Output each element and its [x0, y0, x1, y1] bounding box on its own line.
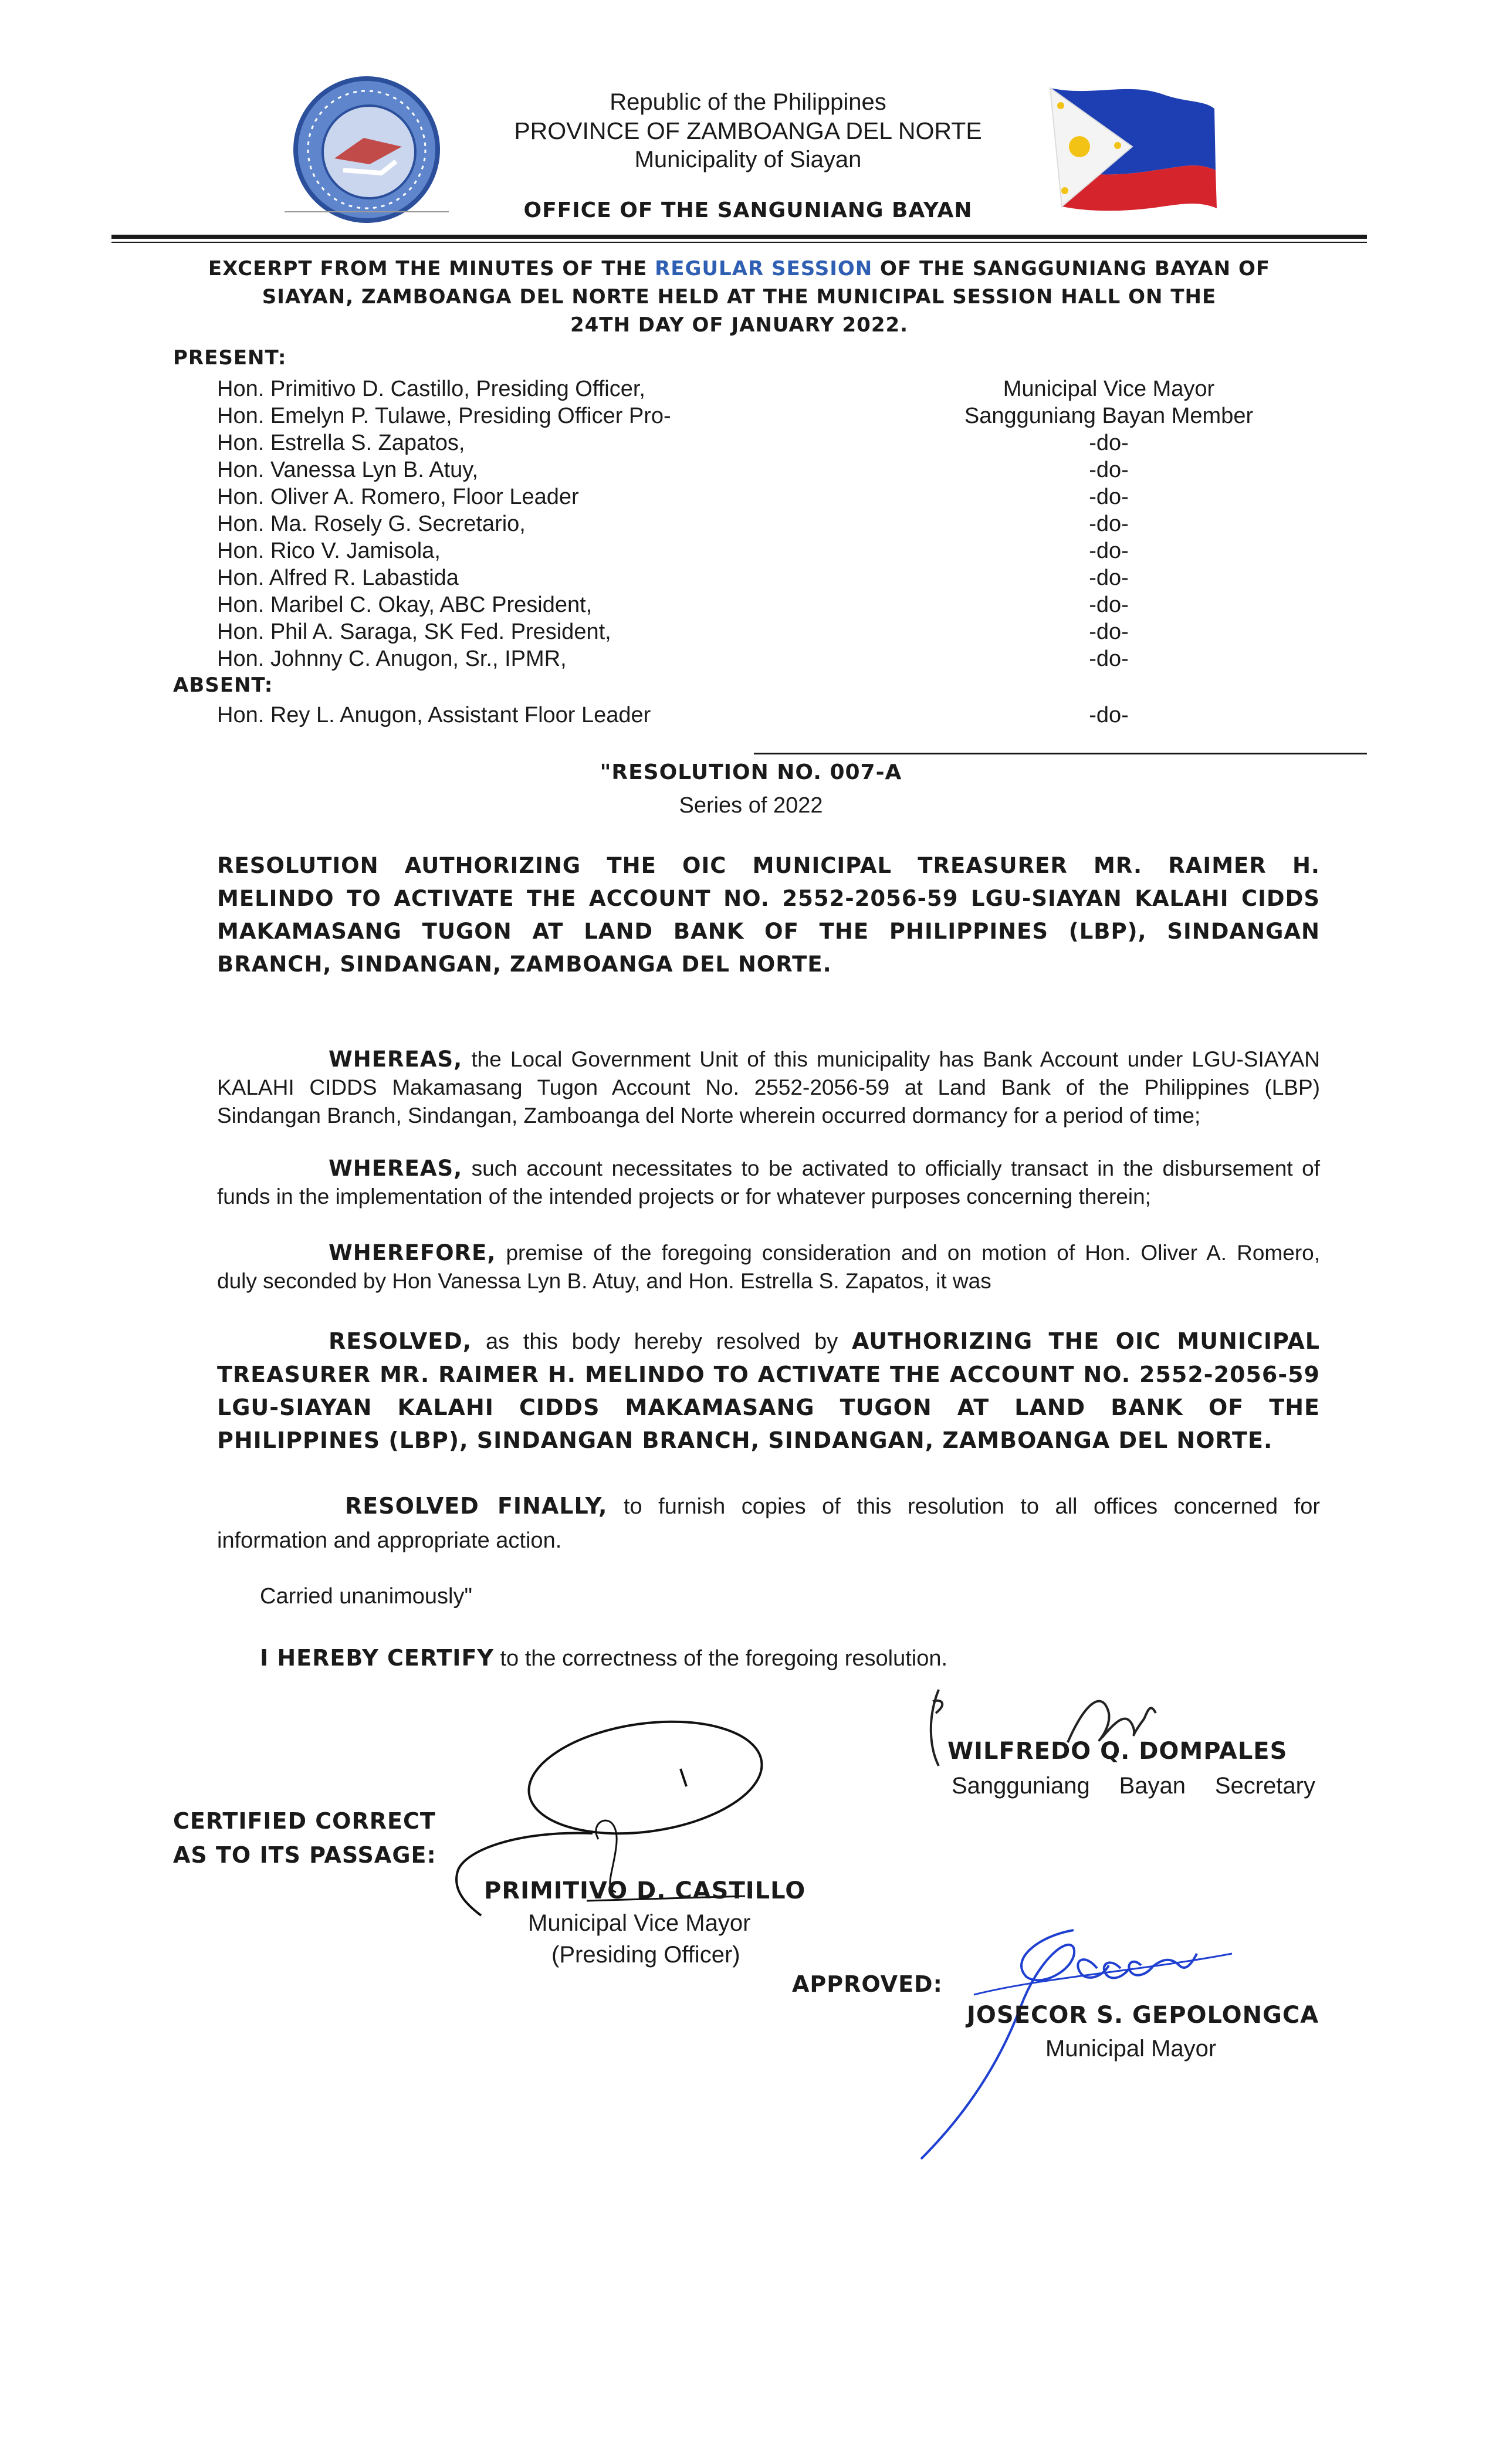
- attendance-row: Hon. Rico V. Jamisola, -do-: [217, 539, 1129, 563]
- mayor-title: Municipal Mayor: [1045, 2036, 1217, 2062]
- office-title: OFFICE OF THE SANGUNIANG BAYAN: [523, 198, 973, 222]
- approved-label: APPROVED:: [792, 1971, 943, 1997]
- municipality-line: Municipality of Siayan: [634, 147, 862, 172]
- wherefore-paragraph: WHEREFORE, premise of the foregoing consideration and on motion of Hon. Oliver A. Romero, duly seconded by Hon Vanessa Lyn B. Atuy, and Hon. Estrella S. Zapatos, it was: [217, 1240, 1320, 1293]
- header-rule-thin: [111, 242, 1367, 243]
- attendance-row: Hon. Alfred R. Labastida -do-: [217, 566, 1129, 590]
- regular-session-highlight: REGULAR SESSION: [655, 257, 873, 280]
- whereas-paragraph-1: WHEREAS, the Local Government Unit of this municipality has Bank Account under LGU-SIAYAN KALAHI CIDDS Makamasang Tugon Account No. 2552-2056-59 at Land Bank of the Philippines (LBP) Sindangan Branch, Sindangan, Zamboanga del Norte wherein occurred dormancy for a period of time;: [217, 1047, 1320, 1128]
- resolved-paragraph: RESOLVED, as this body hereby resolved by AUTHORIZING THE OIC MUNICIPAL TREASURER MR. RAIMER H. MELINDO TO ACTIVATE THE ACCOUNT NO. 2552-2056-59 LGU-SIAYAN KALAHI CIDDS MAKAMASANG TUGON AT LAND BANK OF THE PHILIPPINES (LBP), SINDANGAN BRANCH, SINDANGAN, ZAMBOANGA DEL NORTE.: [217, 1328, 1320, 1453]
- republic-line: Republic of the Philippines: [610, 89, 886, 115]
- resolved-finally-paragraph: RESOLVED FINALLY, to furnish copies of this resolution to all offices concerned for information and appropriate action.: [217, 1493, 1320, 1553]
- attendance-row-absent: Hon. Rey L. Anugon, Assistant Floor Leader -do-: [217, 703, 1129, 727]
- vice-mayor-name: PRIMITIVO D. CASTILLO: [484, 1877, 806, 1904]
- attendance-row: Hon. Vanessa Lyn B. Atuy, -do-: [217, 458, 1129, 482]
- as-to-its-passage-label: AS TO ITS PASSAGE:: [173, 1842, 436, 1868]
- present-list: [217, 375, 1332, 672]
- resolution-rule: [754, 753, 1367, 754]
- secretary-title: Sangguniang Bayan Secretary: [952, 1773, 1315, 1799]
- philippine-flag: [1044, 82, 1220, 214]
- attendance-row: Hon. Maribel C. Okay, ABC President, -do-: [217, 593, 1129, 617]
- header-rule-thick: [111, 235, 1367, 239]
- certify-statement: I HEREBY CERTIFY to the correctness of the foregoing resolution.: [260, 1645, 948, 1671]
- absent-label: ABSENT:: [173, 673, 273, 697]
- secretary-name: WILFREDO Q. DOMPALES: [947, 1738, 1288, 1765]
- attendance-row: Hon. Ma. Rosely G. Secretario, -do-: [217, 512, 1129, 536]
- attendance-row: Hon. Phil A. Saraga, SK Fed. President, -do-: [217, 620, 1129, 644]
- attendance-row: Hon. Johnny C. Anugon, Sr., IPMR, -do-: [217, 647, 1129, 671]
- attendance-row: Hon. Primitivo D. Castillo, Presiding Officer, Municipal Vice Mayor: [217, 377, 1215, 401]
- excerpt-line-3: 24TH DAY OF JANUARY 2022.: [570, 313, 909, 337]
- resolution-title: RESOLUTION AUTHORIZING THE OIC MUNICIPAL TREASURER MR. RAIMER H. MELINDO TO ACTIVATE THE ACCOUNT NO. 2552-2056-59 LGU-SIAYAN KALAHI CIDDS MAKAMASANG TUGON AT LAND BANK OF THE PHILIPPINES (LBP), SINDANGAN BRANCH, SINDANGAN, ZAMBOANGA DEL NORTE.: [217, 853, 1320, 977]
- attendance-row: Hon. Emelyn P. Tulawe, Presiding Officer Pro- Sangguniang Bayan Member: [217, 404, 1254, 428]
- resolution-number: "RESOLUTION NO. 007-A: [600, 760, 902, 784]
- present-label: PRESENT:: [173, 346, 287, 370]
- mayor-name: JOSECOR S. GEPOLONGCA: [967, 2002, 1319, 2029]
- certified-correct-label: CERTIFIED CORRECT: [173, 1808, 436, 1834]
- excerpt-line-1: EXCERPT FROM THE MINUTES OF THE REGULAR SESSION OF THE SANGGUNIANG BAYAN OF: [208, 257, 1271, 280]
- attendance-row: Hon. Estrella S. Zapatos, -do-: [217, 431, 1129, 455]
- vice-mayor-title: Municipal Vice Mayor: [528, 1910, 751, 1936]
- carried-unanimously: Carried unanimously": [260, 1584, 472, 1609]
- province-line: PROVINCE OF ZAMBOANGA DEL NORTE: [514, 117, 982, 144]
- attendance-row: Hon. Oliver A. Romero, Floor Leader -do-: [217, 485, 1129, 509]
- whereas-paragraph-2: WHEREAS, such account necessitates to be activated to officially transact in the disbursement of funds in the implementation of the intended projects or for whatever purposes concerning therein;: [217, 1156, 1320, 1209]
- excerpt-line-2: SIAYAN, ZAMBOANGA DEL NORTE HELD AT THE MUNICIPAL SESSION HALL ON THE: [262, 285, 1217, 309]
- resolution-series: Series of 2022: [679, 793, 823, 818]
- vice-mayor-role: (Presiding Officer): [551, 1942, 740, 1968]
